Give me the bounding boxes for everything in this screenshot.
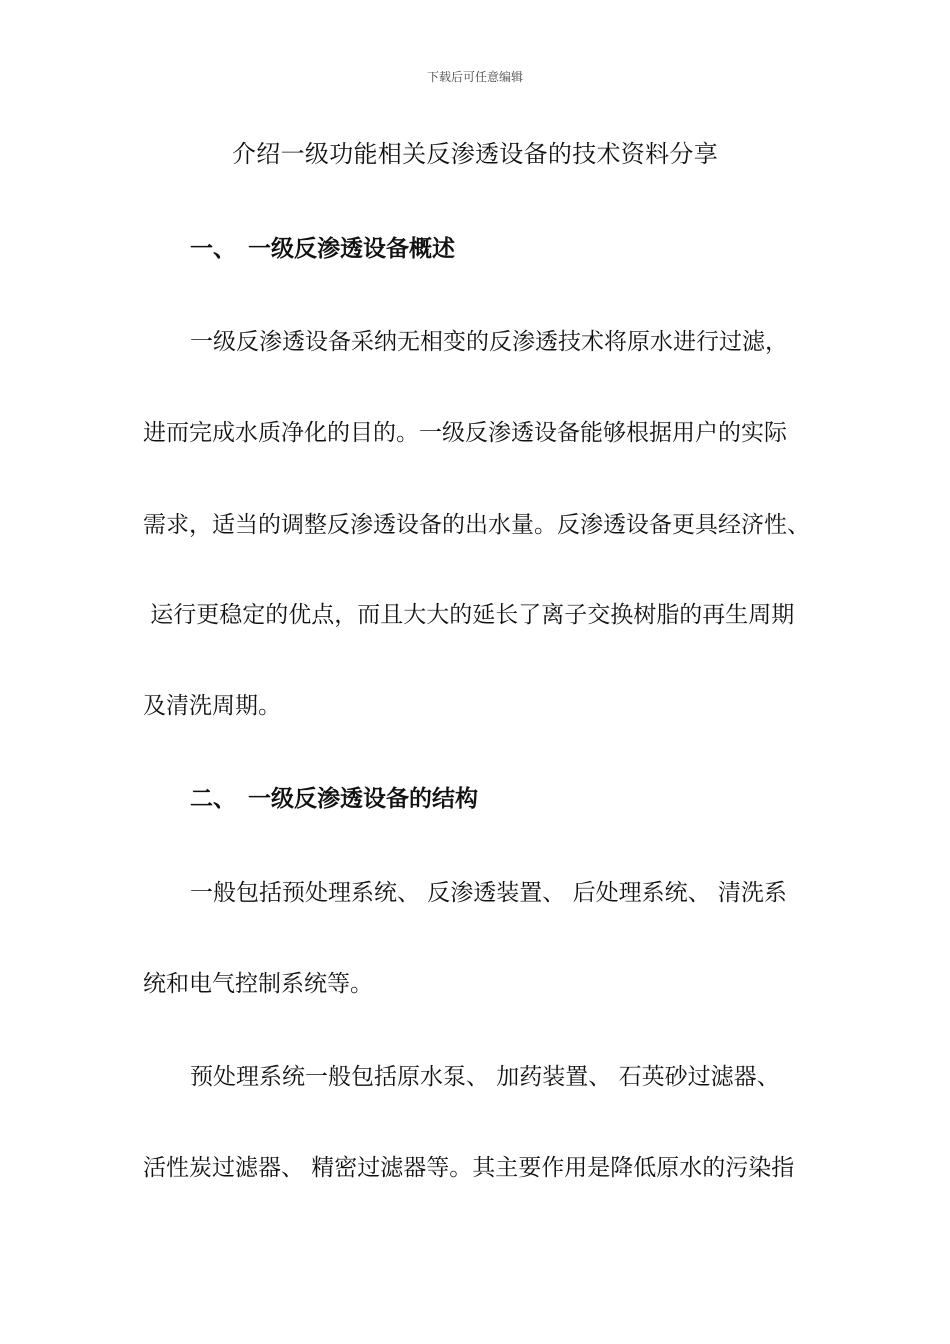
section-2-heading bbox=[190, 780, 478, 813]
header-note: 下载后可任意编辑 bbox=[426, 70, 523, 84]
section-1-number: 一、 bbox=[190, 236, 236, 262]
section-1-line-4: 运行更稳定的优点，而且大大的延长了离子交换树脂的再生周期 bbox=[143, 602, 795, 628]
section-2-para-2-line-2: 活性炭过滤器、 精密过滤器等。其主要作用是降低原水的污染指 bbox=[143, 1155, 795, 1181]
section-1-heading bbox=[190, 230, 455, 263]
section-2-para-1-line-1: 一般包括预处理系统、 反渗透装置、 后处理系统、 清洗系 bbox=[190, 880, 787, 906]
section-1-line-2: 进而完成水质净化的目的。一级反渗透设备能够根据用户的实际 bbox=[143, 420, 787, 446]
section-1-title: 一级反渗透设备概述 bbox=[248, 236, 455, 262]
section-1-line-5: 及清洗周期。 bbox=[143, 693, 281, 719]
document-title: 介绍一级功能相关反渗透设备的技术资料分享 bbox=[232, 140, 718, 168]
section-2-para-2-line-1: 预处理系统一般包括原水泵、 加药装置、 石英砂过滤器、 bbox=[190, 1064, 780, 1090]
section-1-line-1: 一级反渗透设备采纳无相变的反渗透技术将原水进行过滤， bbox=[190, 329, 788, 355]
section-1-line-3: 需求，适当的调整反渗透设备的出水量。反渗透设备更具经济性、 bbox=[143, 512, 810, 538]
section-2-title: 一级反渗透设备的结构 bbox=[248, 786, 478, 812]
section-2-number: 二、 bbox=[190, 786, 236, 812]
section-2-para-1-line-2: 统和电气控制系统等。 bbox=[143, 971, 373, 997]
